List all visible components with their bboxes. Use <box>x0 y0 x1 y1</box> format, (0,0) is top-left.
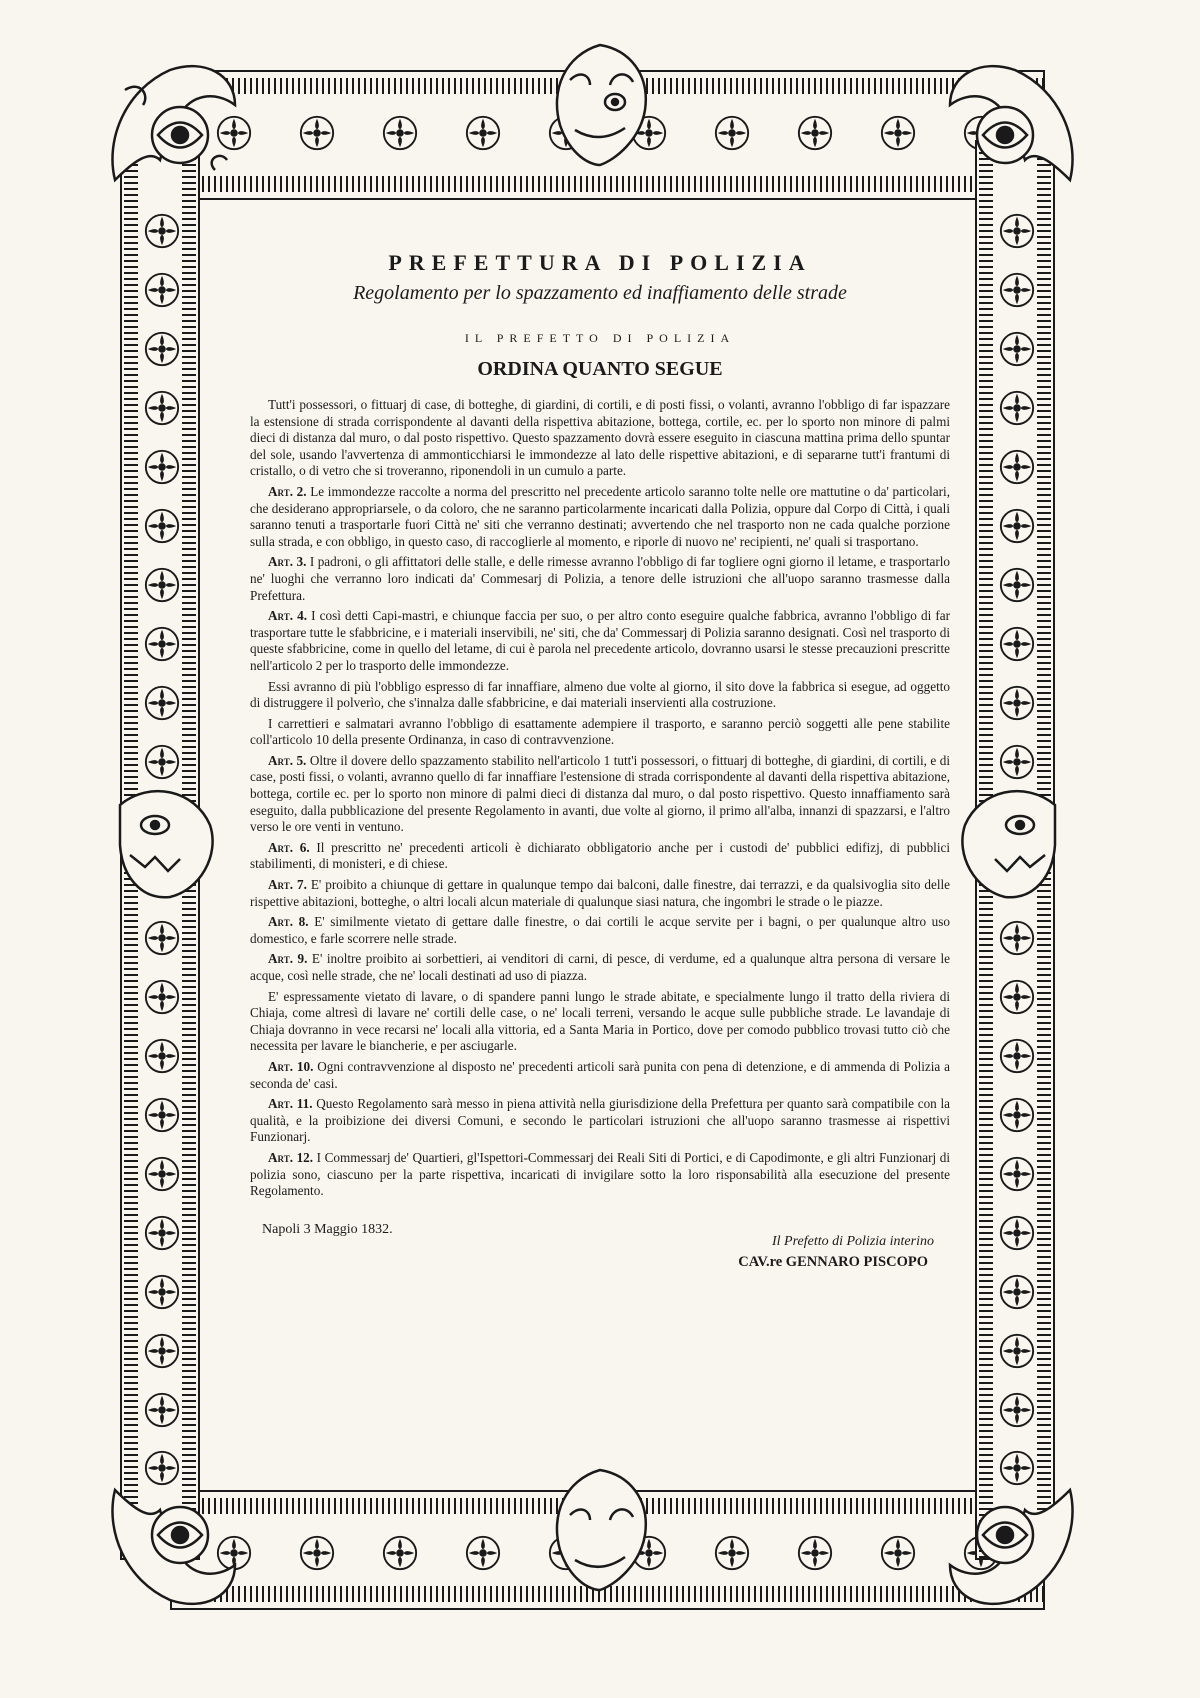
article-text: Ogni contravvenzione al disposto ne' precedenti articoli sarà punita con pena di detenzione, e di ammenda di Polizia a seconda de' casi. <box>250 1058 950 1091</box>
article-paragraph <box>250 397 950 480</box>
rosette-icon <box>143 625 181 663</box>
rosette-icon <box>998 684 1036 722</box>
rosette-icon <box>998 566 1036 604</box>
rosette-icon <box>298 1534 336 1572</box>
article-paragraph <box>250 840 950 873</box>
article-number: Art. 6. <box>268 839 310 855</box>
rosette-icon <box>143 1332 181 1370</box>
article-paragraph <box>250 679 950 712</box>
rosette-icon <box>143 1391 181 1429</box>
rosette-icon <box>143 978 181 1016</box>
article-text: Tutt'i possessori, o fittuarj di case, di botteghe, di giardini, di cortili, e di posti fissi, o volanti, avranno l'obbligo di far ispazzare la estensione di strada corrispondente al davanti della rispettiva abitazione, bottega, cortile, ec. per lo sporto non minore di palmi dieci di distanza dal muro, o dal posto rispettivo. Questo spazzamento dovrà essere eseguito in ciascuna mattina prima dello spuntar del sole, usando l'avvertenza di ammonticchiarsi le immondezze al lato delle rispettive abitazioni, e di separarne tutt'i frantumi di cristallo, o di vetro che si troveranno, riponendoli in un cumulo a parte. <box>250 397 950 479</box>
article-text: I così detti Capi-mastri, e chiunque faccia per suo, o per altro conto eseguire qualche fabbrica, avranno l'obbligo di far trasportare tutte le sfabbricine, e i materiali inservibili, ne' siti, che da' Commessarj di Polizia saranno designati. Così nel trasporto di queste sfabbricine, come in quello del letame, di cui è parola nel precedente articolo, dovranno usarsi le stesse precauzioni prescritte nell'articolo 2 per lo trasporto delle immondezze. <box>250 608 951 673</box>
ordinance-body <box>250 250 950 1278</box>
acanthus-leaf-icon <box>95 1470 245 1620</box>
article-number: Art. 7. <box>268 877 307 893</box>
article-text: Le immondezze raccolte a norma del prescritto nel precedente articolo saranno tolte nelle ore mattutine o da' particolari, che desiderano appropriarsele, o da coloro, che ne saranno particolarmente incaricati dalla Polizia, oppure dal Corpo di Città, i quali saranno tenuti a trasportarle fuori Città ne' siti che verranno destinati; avvertendo che nel trasporto non ne cada qualche porzione sulla strada, e con obbligo, in questo caso, di raccoglierle al momento, e riporle di nuovo ne' recipienti, ne' quali si trasportano. <box>250 483 951 549</box>
article-number: Art. 3. <box>268 554 307 570</box>
rosette-icon <box>143 330 181 368</box>
rosette-icon <box>998 212 1036 250</box>
page-title: PREFETTURA DI POLIZIA <box>388 250 812 275</box>
article-text: E' proibito a chiunque di gettare in qualunque tempo dai balconi, dalle finestre, dai terrazzi, e da qualsivoglia sito delle rispettive abitazioni, botteghe, o altri locali alcun materiale di qualunque siasi natura, che ingombri le strade o le piazze. <box>250 877 951 909</box>
rosette-icon <box>998 1273 1036 1311</box>
rosette-icon <box>998 330 1036 368</box>
rosette-icon <box>143 507 181 545</box>
acanthus-leaf-icon <box>95 50 245 200</box>
rosette-icon <box>879 114 917 152</box>
rosette-icon <box>998 1214 1036 1252</box>
article-paragraph <box>250 989 950 1055</box>
rosette-icon <box>998 625 1036 663</box>
article-text: I padroni, o gli affittatori delle stalle, e delle rimesse avranno l'obbligo di far togliere ogni giorno il letame, e trasportarlo ne' luoghi che verranno loro indicati da' Commesarj di Polizia, a tenore delle istruzioni che all'uopo saranno trasmesse dalla Prefettura. <box>250 554 950 603</box>
rosette-icon <box>381 1534 419 1572</box>
rosette-icon <box>143 389 181 427</box>
article-number: Art. 5. <box>268 752 307 768</box>
prefect-heading: IL PREFETTO DI POLIZIA <box>464 331 736 345</box>
rosette-icon <box>464 1534 502 1572</box>
article-paragraph <box>250 914 950 947</box>
rosette-icon <box>998 919 1036 957</box>
rosette-icon <box>143 566 181 604</box>
acanthus-leaf-icon <box>940 50 1090 200</box>
rosette-icon <box>143 1214 181 1252</box>
rosette-icon <box>998 978 1036 1016</box>
grotesque-mask-icon <box>110 775 220 905</box>
signer-name: CAV.re GENNARO PISCOPO <box>738 1253 928 1270</box>
rosette-icon <box>143 1037 181 1075</box>
rosette-icon <box>143 271 181 309</box>
article-paragraph <box>250 877 950 910</box>
rosette-icon <box>796 1534 834 1572</box>
article-text: E' espressamente vietato di lavare, o di spandere panni lungo le strade abitate, e specialmente lungo il tratto della riviera di Chiaja, come altresì di lavare ne' cortili delle case, o ne' locali terreni, versando le acque sulle pubbliche strade. Le lavandaje di Chiaja dovranno in vece recarsi ne' locali alla vittoria, ed a Santa Maria in Portico, dove per comodo pubblico trovasi tutto ciò che necessita per lavare le biancherie, e per asciugarle. <box>250 988 950 1054</box>
article-text: Oltre il dovere dello spazzamento stabilito nell'articolo 1 tutt'i possessori, o fittuarj di botteghe, di giardini, di cortili, e di case, posti fissi, o volanti, avranno quello di far innaffiare l'estensione di strada corrispondente al davanti della rispettiva abitazione, bottega, cortile ec. per lo sporto non minore di palmi dieci di distanza dal muro, o dal posto rispettivo. Questo innaffiamento sarà eseguito, dalla pubblicazione del presente Regolamento in avanti, due volte al giorno, il primo all'alba, innanzi di spazzarsi, e l'altro verso le ore venti in ventuno. <box>250 752 950 835</box>
grotesque-mask-icon <box>955 775 1065 905</box>
rosette-icon <box>143 448 181 486</box>
rosette-icon <box>143 1096 181 1134</box>
rosette-icon <box>796 114 834 152</box>
rosette-icon <box>298 114 336 152</box>
rosette-icon <box>998 1096 1036 1134</box>
acanthus-leaf-icon <box>940 1470 1090 1620</box>
article-text: I carrettieri e salmatari avranno l'obbligo di esattamente adempiere il trasporto, e saranno perciò soggetti alle pene stabilite coll'articolo 10 della presente Ordinanza, in caso di contravvenzione. <box>250 715 950 748</box>
border-ticks <box>172 176 1043 192</box>
article-paragraph <box>250 608 950 674</box>
grotesque-mask-icon <box>545 1465 655 1595</box>
article-number: Art. 10. <box>268 1058 314 1074</box>
rosette-icon <box>464 114 502 152</box>
article-paragraph <box>250 1150 950 1200</box>
rosette-icon <box>998 271 1036 309</box>
article-paragraph <box>250 716 950 749</box>
article-paragraph <box>250 951 950 984</box>
article-text: Questo Regolamento sarà messo in piena attività nella giurisdizione della Prefettura per quanto sarà compatibile con la qualità, e la proibizione dei diversi Comuni, e secondo le particolari istruzioni che all'uopo saranno trasmesse ai rispettivi Funzionarj. <box>250 1096 951 1145</box>
rosette-icon <box>381 114 419 152</box>
article-number: Art. 2. <box>268 483 307 499</box>
articles-list <box>250 397 950 1200</box>
rosette-icon <box>879 1534 917 1572</box>
rosette-icon <box>998 1391 1036 1429</box>
article-text: I Commessarj de' Quartieri, gl'Ispettori-Commessarj dei Reali Siti di Portici, e di Capodimonte, e gli altri Funzionarj di polizia sono, ciascuno per la parte rispettiva, incaricati di invigilare sotto la loro risponsabilità alla esecuzione del presente Regolamento. <box>250 1149 950 1199</box>
rosette-icon <box>998 507 1036 545</box>
rosette-icon <box>143 212 181 250</box>
rosette-icon <box>143 1273 181 1311</box>
signer-role: Il Prefetto di Polizia interino <box>771 1233 934 1249</box>
article-text: E' inoltre proibito ai sorbettieri, ai venditori di carni, di pesce, di verdume, ed a qualunque altra persona di versare le acque, così nelle strade, che ne' locali destinati ad uso di piazza. <box>250 951 950 983</box>
article-text: E' similmente vietato di gettare dalle finestre, o dai cortili le acque servite per i bagni, o per qualunque altro uso domestico, e farle scorrere nelle strade. <box>250 914 950 946</box>
article-paragraph <box>250 554 950 604</box>
rosette-icon <box>998 389 1036 427</box>
regulation-subtitle: Regolamento per lo spazzamento ed inaffiamento delle strade <box>353 282 847 304</box>
article-number: Art. 4. <box>268 608 308 624</box>
order-heading: ORDINA QUANTO SEGUE <box>477 358 723 380</box>
grotesque-mask-icon <box>545 40 655 170</box>
article-paragraph <box>250 753 950 836</box>
rosette-icon <box>998 1155 1036 1193</box>
article-number: Art. 8. <box>268 914 309 930</box>
rosette-icon <box>998 1037 1036 1075</box>
signature-block <box>250 1218 950 1278</box>
article-text: Essi avranno di più l'obbligo espresso di far innaffiare, almeno due volte al giorno, il sito dove la fabbrica si esegue, ad oggetto di distruggere il polverìo, che s'innalza dalle sfabbricine, e dai materiali inservienti alla costruzione. <box>250 678 950 711</box>
article-text: Il prescritto ne' precedenti articoli è dichiarato obbligatorio anche per i custodi de' pubblici edifizj, di pubblici stabilimenti, di monisteri, e di chiese. <box>250 839 951 872</box>
article-number: Art. 9. <box>268 951 308 967</box>
article-paragraph <box>250 484 950 550</box>
rosette-icon <box>998 1332 1036 1370</box>
article-paragraph <box>250 1059 950 1092</box>
rosette-icon <box>713 114 751 152</box>
rosette-icon <box>998 448 1036 486</box>
rosette-icon <box>143 1155 181 1193</box>
place-date: Napoli 3 Maggio 1832. <box>262 1221 393 1237</box>
article-number: Art. 11. <box>268 1096 313 1112</box>
article-paragraph <box>250 1096 950 1146</box>
rosette-icon <box>713 1534 751 1572</box>
rosette-icon <box>143 684 181 722</box>
rosette-icon <box>143 919 181 957</box>
article-number: Art. 12. <box>268 1149 314 1165</box>
